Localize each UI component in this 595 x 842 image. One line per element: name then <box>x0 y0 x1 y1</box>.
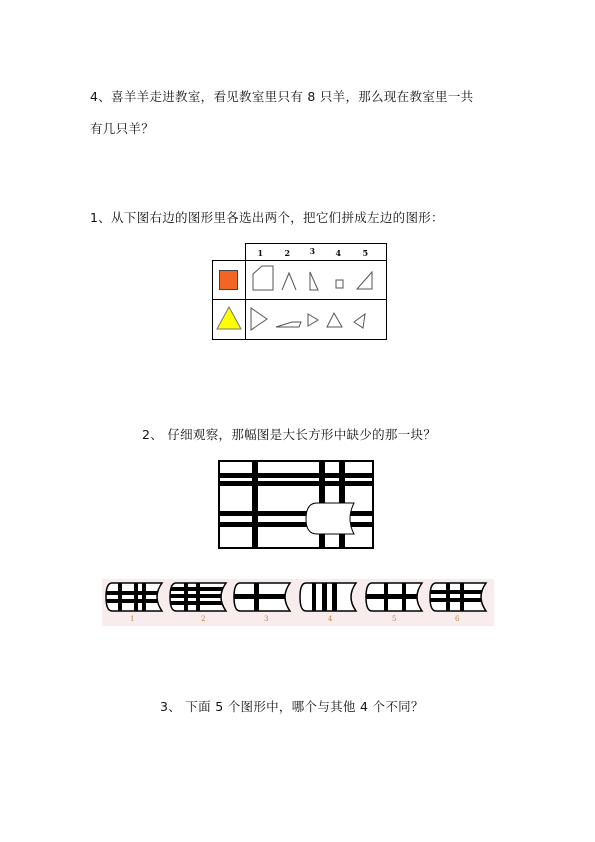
piece-trapezoid <box>253 266 273 290</box>
piece-tall-triangle <box>310 272 318 290</box>
large-rectangle-figure <box>218 460 374 549</box>
answer-options-svg <box>102 579 494 615</box>
horizontal-line <box>219 473 373 478</box>
missing-piece-gap <box>306 503 354 534</box>
piece-right-pointing-triangle <box>251 308 267 330</box>
option-5-piece <box>364 579 424 615</box>
horizontal-line <box>219 481 373 486</box>
column-number: 5 <box>362 248 369 258</box>
triangle-pieces-cell <box>245 300 386 340</box>
option-number: 3 <box>264 615 269 623</box>
piece-small-square <box>336 280 343 288</box>
triangle-pieces-svg <box>246 300 386 335</box>
answer-options-strip <box>102 579 494 626</box>
question-2-text: 2、 仔细观察，那幅图是大长方形中缺少的那一块？ <box>142 427 437 442</box>
piece-flat-trapezoid <box>276 322 301 327</box>
column-number: 4 <box>335 248 342 258</box>
option-3-piece <box>232 579 292 615</box>
square-pieces-svg <box>246 261 386 295</box>
square-pieces-cell <box>245 261 386 300</box>
piece-small-right-triangle <box>308 314 318 326</box>
option-1-piece <box>104 579 164 615</box>
piece-slanted-triangle <box>354 314 365 328</box>
target-square-cell <box>213 261 246 300</box>
option-number: 5 <box>392 615 397 623</box>
question-3-text: 3、 下面 5 个图形中，哪个与其他 4 个不同？ <box>160 699 424 714</box>
option-number: 2 <box>201 615 206 623</box>
yellow-triangle <box>217 307 241 329</box>
orange-square <box>219 270 238 290</box>
piece-triangle-open <box>282 273 296 290</box>
question-4-line-2: 有几只羊？ <box>90 121 155 136</box>
piece-triangle-medium <box>327 313 342 327</box>
shape-choice-table <box>212 243 387 340</box>
option-6-piece <box>428 579 488 615</box>
column-number: 1 <box>257 248 264 258</box>
column-number-header <box>245 244 386 261</box>
column-number: 3 <box>309 246 316 256</box>
option-number: 6 <box>455 615 460 623</box>
large-rectangle-svg <box>218 460 374 549</box>
question-4-line-1: 4、喜羊羊走进教室，看见教室里只有 8 只羊，那么现在教室里一共 <box>90 89 474 104</box>
target-triangle-cell <box>213 300 246 340</box>
option-number: 4 <box>328 615 333 623</box>
option-4-piece <box>300 579 356 615</box>
piece-right-triangle <box>357 272 372 289</box>
option-number: 1 <box>130 615 135 623</box>
option-2-piece <box>168 579 228 615</box>
question-1-text: 1、从下图右边的图形里各选出两个，把它们拼成左边的图形： <box>90 210 444 225</box>
yellow-triangle-svg <box>216 305 242 331</box>
column-number: 2 <box>284 248 291 258</box>
vertical-line <box>252 461 258 548</box>
